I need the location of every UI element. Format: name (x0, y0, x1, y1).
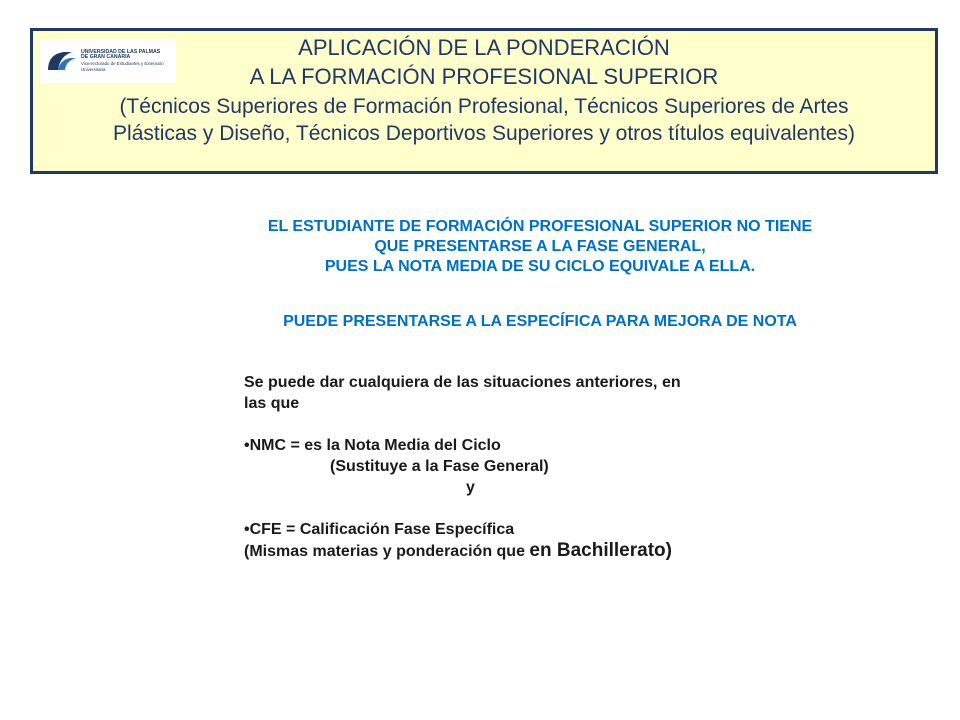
page-title-line-2: A LA FORMACIÓN PROFESIONAL SUPERIOR (249, 64, 719, 89)
spacer (244, 414, 844, 435)
subtitle-line-1: (Técnicos Superiores de Formación Profesional, Técnicos Superiores de Artes (119, 95, 849, 118)
spacer (244, 498, 844, 519)
logo-line-1: UNIVERSIDAD DE LAS PALMAS (81, 48, 161, 55)
explanation-block (244, 372, 844, 562)
bullet-cfe: •CFE = Calificación Fase Específica (244, 521, 515, 538)
page-title-line-1: APLICACIÓN DE LA PONDERACIÓN (298, 35, 670, 60)
conjunction: y (466, 479, 475, 496)
header-banner (30, 28, 938, 174)
notice-line-2: QUE PRESENTARSE A LA FASE GENERAL, (374, 238, 706, 255)
bullet-nmc: •NMC = es la Nota Media del Ciclo (244, 437, 501, 454)
bullet-nmc-note: (Sustituye a la Fase General) (330, 458, 549, 475)
intro-line-1: Se puede dar cualquiera de las situaciones anteriores, en (244, 374, 681, 391)
notice-block (160, 217, 920, 277)
notice-line-3: PUES LA NOTA MEDIA DE SU CICLO EQUIVALE A ELLA. (324, 258, 756, 275)
bullet-cfe-note-text: (Mismas materias y ponderación que (244, 543, 530, 560)
bullet-cfe-note (244, 540, 844, 562)
logo-line-2: DE GRAN CANARIA (81, 54, 131, 61)
bullet-cfe-note-emphasis: en Bachillerato) (529, 540, 672, 561)
notice-improve-grade: PUEDE PRESENTARSE A LA ESPECÍFICA PARA MEJORA DE NOTA (283, 313, 797, 330)
notice-line-1: EL ESTUDIANTE DE FORMACIÓN PROFESIONAL SUPERIOR NO TIENE (267, 218, 813, 235)
subtitle-line-2: Plásticas y Diseño, Técnicos Deportivos Superiores y otros títulos equivalentes) (113, 122, 855, 145)
logo-line-3: Vicerrectorado de Estudiantes y Extensión Universitaria (81, 61, 164, 72)
intro-line-2: las que (244, 395, 300, 412)
